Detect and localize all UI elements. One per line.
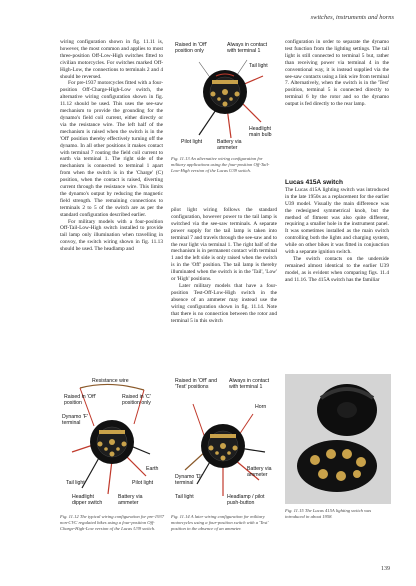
label-raised-off: Raised in 'Off'	[175, 42, 207, 48]
label-raised-c: Raised in 'C'	[122, 394, 151, 400]
text-column-1	[60, 39, 163, 253]
figure-11-15-photo	[285, 374, 391, 504]
paragraph: Later military models that have a four-position Test-Off-Low-High switch in the absence of an ammeter may instead use the wiring configuration shown in fig. 11.14. Note that there is no connection between the rotor and terminal 5 in this switch	[171, 282, 277, 324]
label-battery-via: Battery via	[217, 139, 242, 145]
label-always-contact: Always in contact	[227, 42, 268, 48]
section-heading: Lucas 415A switch	[285, 179, 343, 186]
label-headlight: Headlight	[249, 126, 271, 132]
paragraph: The switch contacts on the underside remained almost identical to the earlier U39 model, as is evident when comparing figs. 11.4 and 11.16. The 415A switch has the familiar	[285, 255, 389, 283]
label-terminal-1: with terminal 1	[227, 48, 261, 54]
label-headlamp-pilot: Headlamp / pilot	[227, 494, 265, 500]
label-dynamo-f: Dynamo 'F'	[62, 414, 88, 420]
label-test-positions: 'Test' positions	[175, 384, 209, 390]
paragraph: pilot light wiring follows the standard configuration, however power to the tail lamp is switched via the see-saw terminals. A separate power supply for the tail lamp is taken into terminal 7 and travels through the see-saw and to the rear light via terminal 1. The right half of the mechanism is in permanent contact with terminal 1 and the left side is only raised when the switch is in the 'Off' position. The tail lamp is thereby illuminated when the switch is in the 'Tail', 'Low' or 'High' positions.	[171, 207, 277, 283]
label-battery-via: Battery via	[247, 466, 272, 472]
label-tail-light: Tail light	[249, 63, 268, 69]
label-tail-light: Tail light	[66, 480, 85, 486]
label-terminal: terminal	[175, 480, 194, 486]
figure-11-13-caption: Fig. 11.13 An alternative wiring configuration for military applications using the four-position Off-Tail-Low-High version of the Lucas U39 switch.	[171, 156, 270, 173]
label-raised-off-test: Raised in 'Off' and	[175, 378, 217, 384]
label-horn: Horn	[255, 404, 267, 410]
label-terminal: terminal	[62, 420, 81, 426]
label-ammeter: ammeter	[247, 472, 268, 478]
figure-11-13-photo	[171, 40, 277, 150]
label-battery-via: Battery via	[118, 494, 143, 500]
label-earth: Earth	[146, 466, 159, 472]
label-headlight: Headlight	[72, 494, 94, 500]
paragraph: configuration in order to separate the dynamo test function from the lighting settings. The tail light is still connected to terminal 5 but, rather than receiving power via terminal 4 in the conventional way, it is instead supplied via the see-saw contacts using a link wire from terminal 7. Alternatively, when the switch is in the 'Test' position, terminal 5 is connected directly to terminal 6 by the rotor and so the dynamo output is fed directly to the rear lamp.	[285, 39, 389, 108]
label-push-button: push-button	[227, 500, 255, 506]
label-dipper-switch: dipper switch	[72, 500, 103, 506]
text-column-3-section	[285, 180, 389, 284]
text-column-2	[171, 207, 277, 324]
paragraph: For pre-1937 motorcycles fitted with a four-position Off-Charge-High-Low switch, the alternative wiring configuration shown in fig. 11.12 should be used. This uses the see-saw mechanism to provide the grounding for the dynamo's field coil current, either directly or via the resistance wire. The left half of the mechanism is raised when the switch is in the 'Off' position thereby effectively turning off the dynamo. In all other positions it makes contact with terminal 7 routing the field coil current to earth via terminal 1. The right side of the mechanism is connected to terminal 1 apart from when the switch is in the 'Charge' (C) position, when the contact is raised, diverting current through the resistance wire. This limits the dynamo's output by reducing the magnetic field strength. The remaining connections to terminals 2 to 5 of the switch are as per the standard configuration described earlier.	[60, 80, 163, 218]
label-terminal-1: with terminal 1	[229, 384, 263, 390]
label-tail-light: Tail light	[175, 494, 194, 500]
text-column-3	[285, 39, 389, 108]
label-ammeter: ammeter	[217, 145, 238, 150]
label-ammeter: ammeter	[118, 500, 139, 506]
figure-11-14-caption: Fig. 11.14 A later wiring configuration for military motorcycles using a four-position switch with a 'Test' position in the absence of an ammeter.	[171, 514, 269, 531]
paragraph: The Lucas 415A lighting switch was introduced in the late 1950s as a replacement for the earlier U39 model. Visually the main difference was the redesigned symmetrical knob, but the method of fitment was also quite different, requiring a smaller hole in the instrument panel. It was sometimes installed as the main switch controlling both the lights and charging system, while on other bikes it was fitted in conjunction with a separate ignition switch.	[285, 186, 389, 256]
label-pilot-light: Pilot light	[132, 480, 154, 486]
label-position: position	[64, 400, 82, 406]
label-position-only: position only	[175, 48, 204, 54]
paragraph: For military models with a four-position Off-Tail-Low-High switch installed to provide tail lamp only illumination when travelling in convoy, the switch wiring shown in fig. 11.13 should be used. The headlamp and	[60, 218, 163, 253]
label-dynamo-d: Dynamo 'D'	[175, 474, 202, 480]
running-header: switches, instruments and horns	[310, 14, 394, 21]
label-pilot-light: Pilot light	[181, 139, 203, 145]
label-always-contact: Always in contact	[229, 378, 270, 384]
figure-11-14-photo	[171, 374, 277, 510]
label-main-bulb: main bulb	[249, 132, 272, 138]
label-position-only: position only	[122, 400, 151, 406]
figure-11-15-caption: Fig. 11.15 The Lucas 415A lighting switch was introduced in about 1958.	[285, 508, 372, 519]
figure-11-12-photo	[60, 374, 166, 510]
label-resistance-wire: Resistance wire	[92, 378, 129, 384]
page-number: 139	[381, 566, 390, 572]
label-raised-off: Raised in 'Off'	[64, 394, 96, 400]
figure-11-12-caption: Fig. 11.12 The typical wiring configuration for pre-1937 non-CVC regulated bikes using a four-position Off-Charge-High-Low version of the Lucas U39 switch.	[60, 514, 164, 531]
paragraph: wiring configuration shown in fig. 11.11 is, however, the most common and applies to most three-position Off-Low-High switches fitted to civilian motorcycles. For switches marked Off-High-Low, the connections to terminals 2 and 4 should be reversed.	[60, 39, 163, 80]
